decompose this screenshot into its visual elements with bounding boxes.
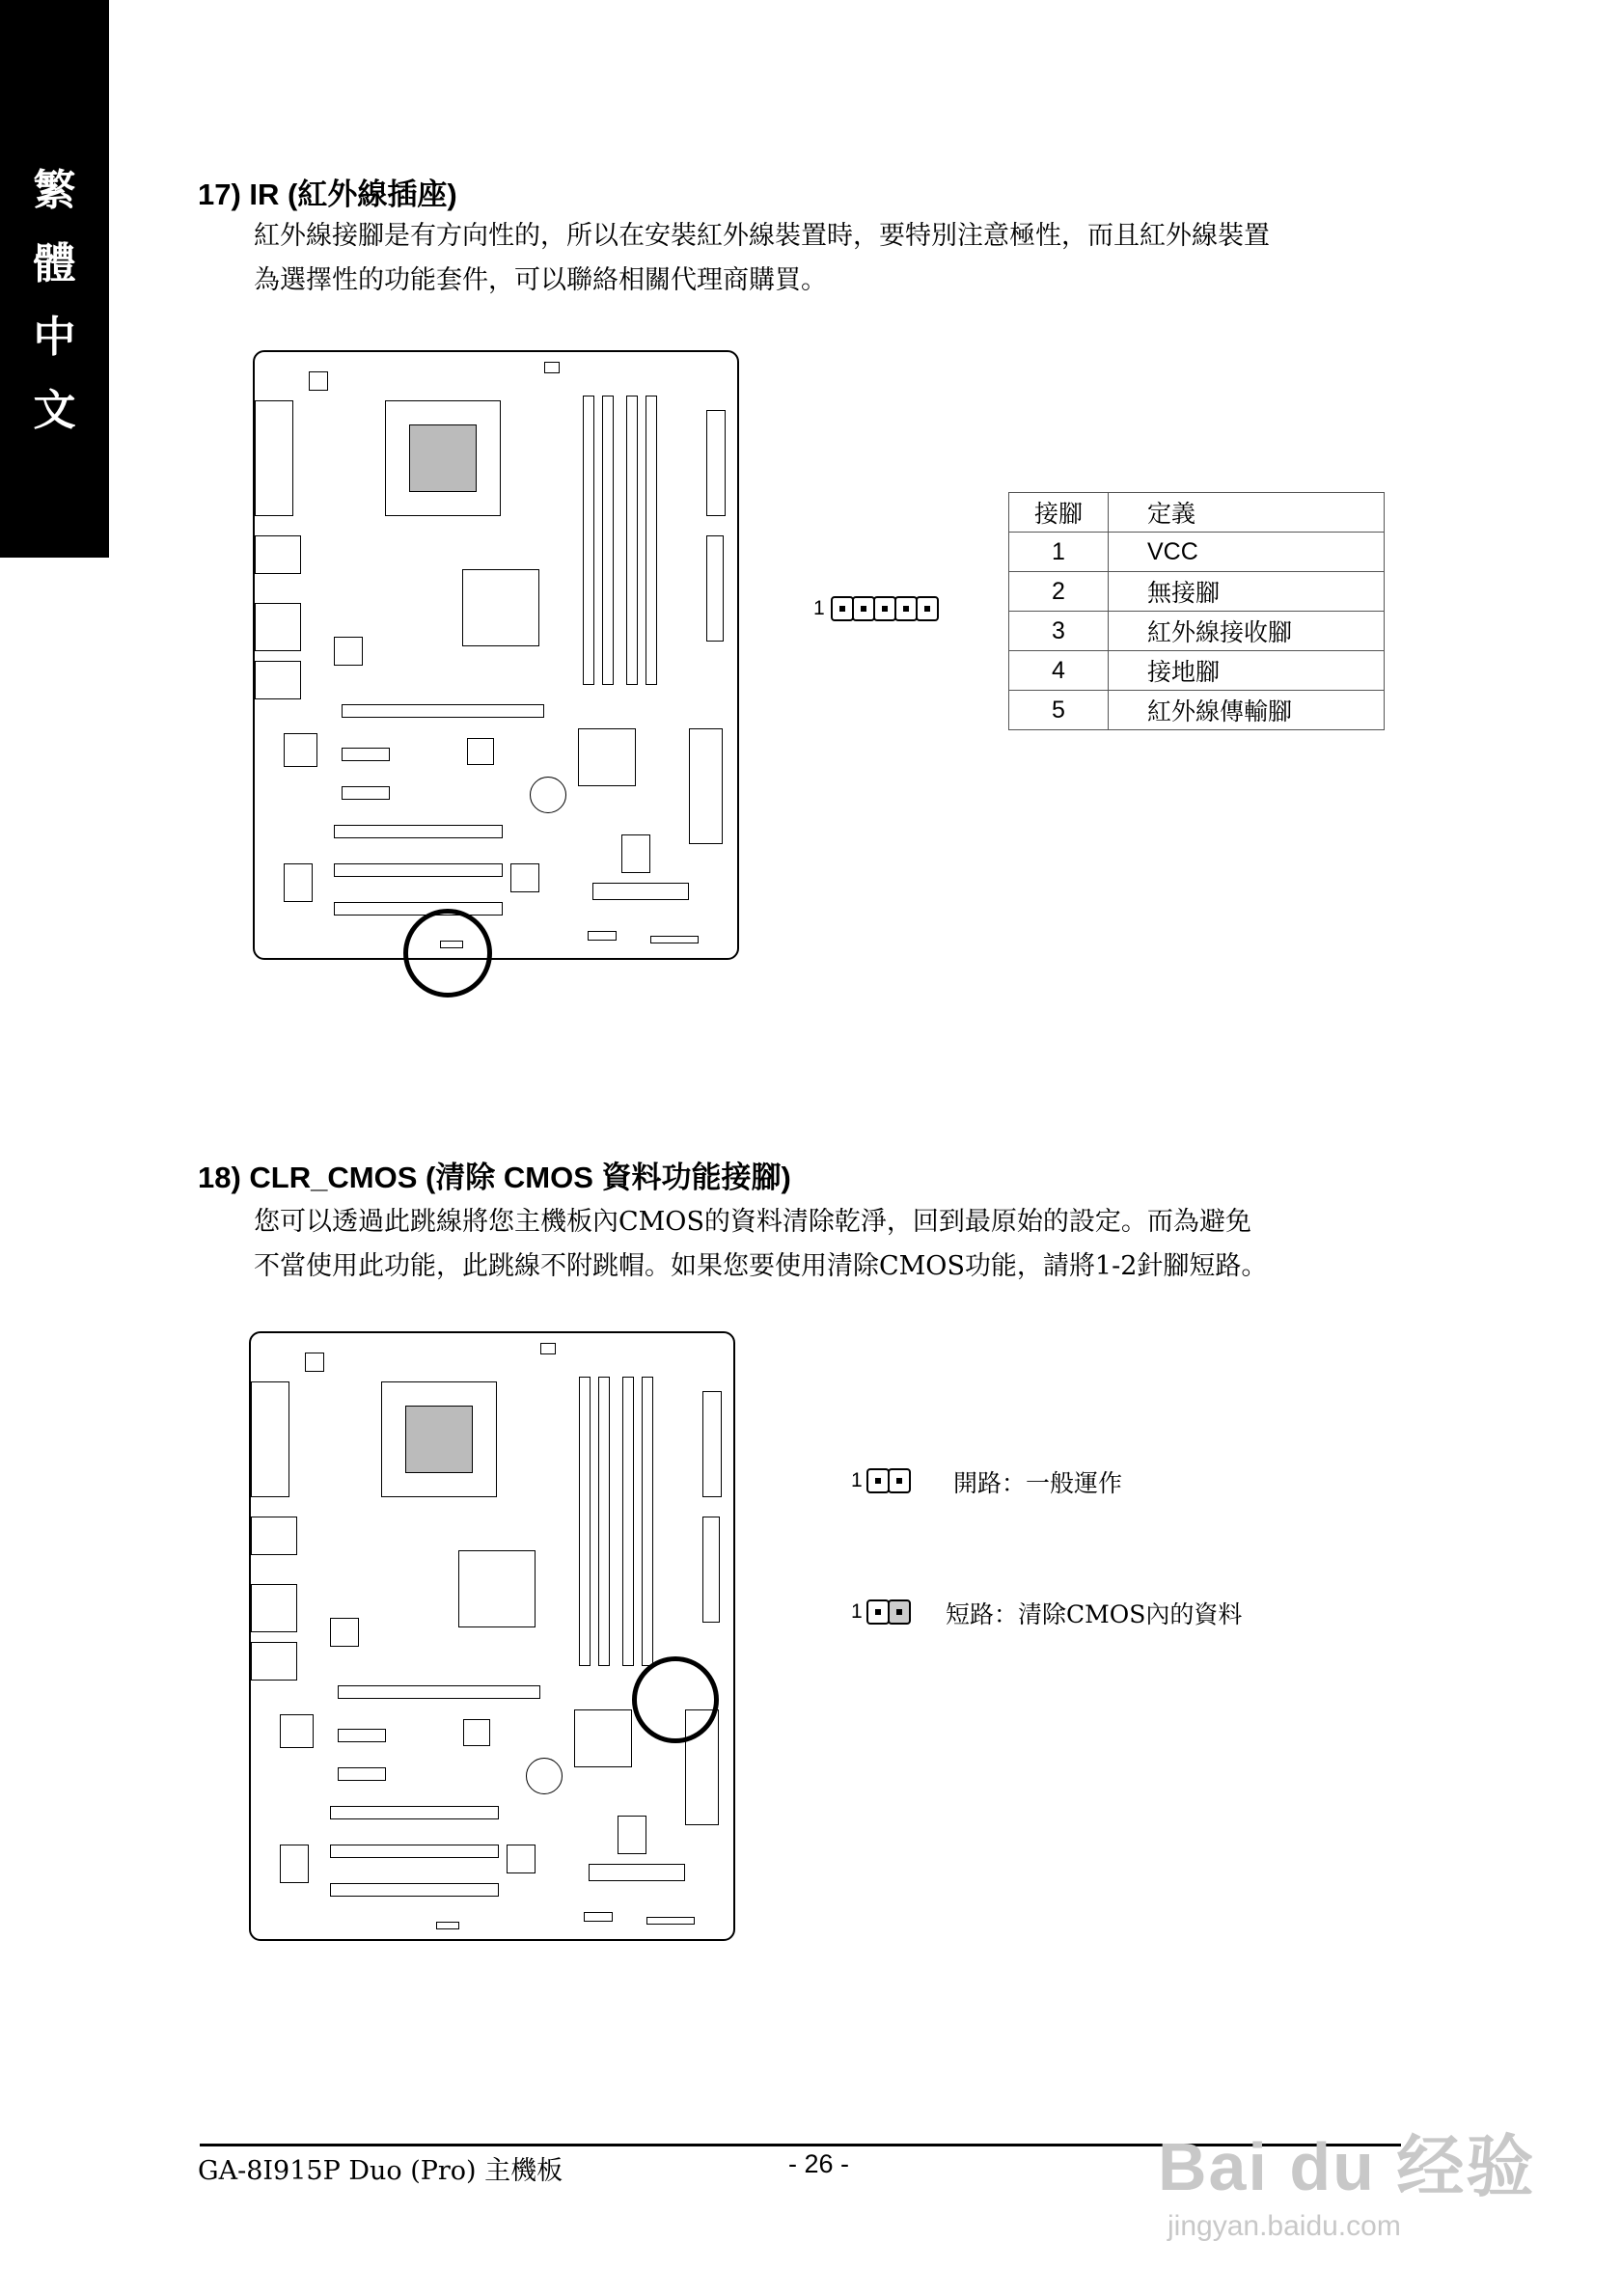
table-row <box>1009 533 1385 572</box>
table-row <box>1009 612 1385 651</box>
watermark-url: jingyan.baidu.com <box>1168 2210 1401 2242</box>
pin1-label: 1 <box>851 1600 863 1623</box>
table-cell: VCC <box>1109 533 1385 572</box>
section-18-text-line2: 不當使用此功能，此跳線不附跳帽。如果您要使用清除CMOS功能，請將1-2針腳短路。 <box>254 1251 1268 1281</box>
sidebar-char: 繁 <box>33 166 76 215</box>
pin1-label: 1 <box>813 597 825 619</box>
ir-pin-table <box>1008 492 1385 730</box>
motherboard-diagram-clr-cmos <box>249 1331 735 1941</box>
header-definition: 定義 <box>1109 493 1385 533</box>
pin <box>866 1468 890 1493</box>
footer-model: GA-8I915P Duo (Pro) 主機板 <box>198 2156 563 2186</box>
pin <box>852 596 875 621</box>
section-17-text-line2: 為選擇性的功能套件，可以聯絡相關代理商購買。 <box>254 265 827 295</box>
jumper-short-symbol <box>851 1599 911 1625</box>
table-cell: 紅外線傳輸腳 <box>1109 691 1385 730</box>
table-cell: 1 <box>1009 533 1109 572</box>
pin <box>888 1468 911 1493</box>
table-row <box>1009 691 1385 730</box>
sidebar-char: 體 <box>33 239 76 288</box>
baidu-watermark <box>1158 2113 1535 2243</box>
table-row <box>1009 651 1385 691</box>
pin <box>916 596 939 621</box>
watermark-brand: Bai du 经验 <box>1158 2129 1536 2204</box>
footer-page-number: - 26 - <box>788 2149 850 2178</box>
sidebar-char: 中 <box>33 313 76 362</box>
pin <box>873 596 896 621</box>
table-header <box>1009 493 1385 533</box>
pin <box>894 596 918 621</box>
jumper-open-label: 開路：一般運作 <box>953 1469 1123 1497</box>
table-cell: 5 <box>1009 691 1109 730</box>
ir-connector-symbol <box>813 596 939 621</box>
header-pin: 接腳 <box>1009 493 1109 533</box>
section-17-text-line1: 紅外線接腳是有方向性的，所以在安裝紅外線裝置時，要特別注意極性，而且紅外線裝置 <box>254 221 1270 251</box>
table-cell: 接地腳 <box>1109 651 1385 691</box>
sidebar-char: 文 <box>33 386 76 435</box>
table-cell: 無接腳 <box>1109 572 1385 612</box>
clr-cmos-highlight <box>632 1656 719 1743</box>
table-cell: 4 <box>1009 651 1109 691</box>
section-18-heading: 18) CLR_CMOS (清除 CMOS 資料功能接腳) <box>198 1161 791 1194</box>
table-row <box>1009 572 1385 612</box>
pin <box>888 1599 911 1625</box>
table-cell: 3 <box>1009 612 1109 651</box>
pin <box>831 596 854 621</box>
motherboard-diagram-ir <box>253 350 739 960</box>
pin1-label: 1 <box>851 1469 863 1491</box>
jumper-open-symbol <box>851 1468 911 1493</box>
table-cell: 紅外線接收腳 <box>1109 612 1385 651</box>
section-17-heading: 17) IR (紅外線插座) <box>198 178 457 211</box>
jumper-short-label: 短路：清除CMOS內的資料 <box>946 1600 1243 1628</box>
language-sidebar <box>0 0 109 558</box>
table-cell: 2 <box>1009 572 1109 612</box>
ir-connector-highlight <box>403 909 492 998</box>
pin <box>866 1599 890 1625</box>
section-18-text-line1: 您可以透過此跳線將您主機板內CMOS的資料清除乾淨，回到最原始的設定。而為避免 <box>254 1207 1251 1237</box>
